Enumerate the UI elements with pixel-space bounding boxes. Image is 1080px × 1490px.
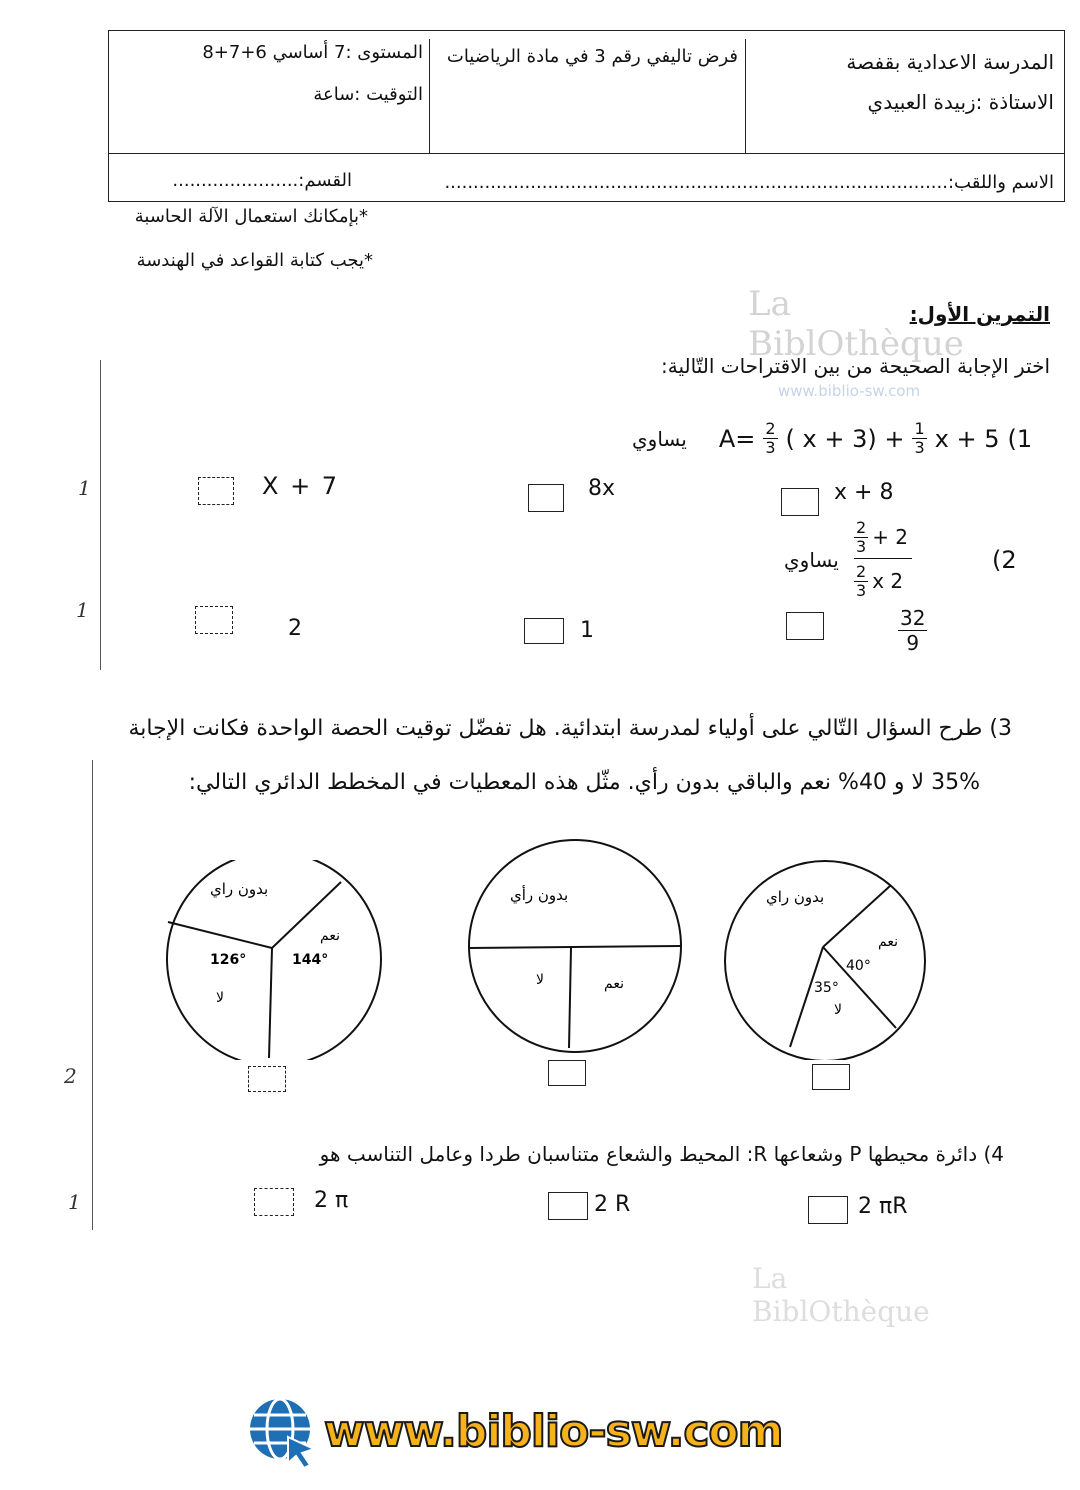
q3-line2: 35% لا و 40% نعم والباقي بدون رأي. مثّل هذه المعطيات في المخطط الدائري التالي: xyxy=(188,770,980,795)
q2-option-b-label: 1 xyxy=(580,618,594,643)
pie1-label-no: لا xyxy=(834,1002,842,1018)
q1-option-b-checkbox[interactable] xyxy=(528,484,564,512)
q1-number: (1 xyxy=(1007,424,1033,453)
exam-title: فرض تاليفي رقم 3 في مادة الرياضيات xyxy=(446,46,738,67)
q1-option-c-label: X + 7 xyxy=(262,472,340,500)
q4-option-a-label: 2 πR xyxy=(858,1194,908,1219)
pie1-label-none: بدون راي xyxy=(766,888,825,906)
q1-suffix: x + 5 xyxy=(934,424,1000,453)
q2-option-a-checkbox[interactable] xyxy=(786,612,824,640)
exercise-title: التمرين الأول: xyxy=(909,302,1050,326)
pie1-angle-yes: 40° xyxy=(846,958,871,974)
name-label: الاسم واللقب: xyxy=(947,172,1054,193)
q1-equals-word: يساوي xyxy=(632,426,687,451)
duration-text: التوقيت :ساعة xyxy=(313,84,423,105)
globe-icon xyxy=(244,1393,320,1469)
q2-option-c-checkbox[interactable] xyxy=(195,606,233,634)
footer-watermark[interactable] xyxy=(244,1396,804,1466)
q3-option-c-checkbox[interactable] xyxy=(248,1066,286,1092)
name-dots: ........................................................................................ xyxy=(444,172,948,193)
q1-middle: ( x + 3) + xyxy=(785,424,905,453)
q4-text: 4) دائرة محيطها P وشعاعها R: المحيط والشعاع متناسبان طردا وعامل التناسب هو xyxy=(319,1142,1004,1166)
pie1-angle-no: 35° xyxy=(814,980,839,996)
pie3-angle-yes: 144° xyxy=(292,952,329,968)
q3-mark: 2 xyxy=(64,1064,77,1088)
q1-option-a-checkbox[interactable] xyxy=(781,488,819,516)
q2-compound-fraction xyxy=(854,516,914,604)
q1-option-b-label: 8x xyxy=(588,476,616,501)
q4-option-b-checkbox[interactable] xyxy=(548,1192,588,1220)
q2-bottom-rest: x 2 xyxy=(872,569,904,593)
margin-line xyxy=(100,360,101,670)
q4-option-c-checkbox[interactable] xyxy=(254,1188,294,1216)
pie-chart-3 xyxy=(162,860,386,1060)
q2-bottom-frac: $\frac{2}{3}$ xyxy=(856,561,867,600)
q1-frac2: $\frac{1}{3}$ xyxy=(914,419,925,457)
q1-expr-prefix: A= xyxy=(718,424,756,453)
q2-option-a-label: $\frac{32}{9}$ xyxy=(900,606,926,655)
q4-option-a-checkbox[interactable] xyxy=(808,1196,848,1224)
class-dots: ...................... xyxy=(172,170,299,191)
q2-top-rest: + 2 xyxy=(872,525,909,549)
pie2-label-no: لا xyxy=(536,972,544,988)
pie2-label-none: بدون رأي xyxy=(510,886,569,904)
q4-option-c-label: 2 π xyxy=(314,1188,349,1213)
q4-mark: 1 xyxy=(68,1190,81,1214)
footer-url: www.biblio-sw.com xyxy=(324,1405,783,1457)
pie-chart-2 xyxy=(464,838,684,1058)
q4-option-b-label: 2 R xyxy=(594,1192,631,1217)
pie1-label-yes: نعم xyxy=(878,934,898,950)
pie3-label-yes: نعم xyxy=(320,928,340,944)
q2-equals-word: يساوي xyxy=(784,548,839,572)
q2-option-b-checkbox[interactable] xyxy=(524,618,564,644)
exercise-instruction: اختر الإجابة الصحيحة من بين الاقتراحات التّالية: xyxy=(661,354,1050,378)
watermark-logo: La BiblOthèque www.biblio-sw.com xyxy=(748,284,964,400)
name-field[interactable] xyxy=(444,172,1054,193)
margin-line-2 xyxy=(92,760,93,1230)
q3-option-a-checkbox[interactable] xyxy=(812,1064,850,1090)
q2-top-frac: $\frac{2}{3}$ xyxy=(856,517,867,556)
pie3-angle-no: 126° xyxy=(210,952,247,968)
pie2-label-yes: نعم xyxy=(604,976,624,992)
class-label: القسم: xyxy=(298,170,352,191)
q1-option-a-label: x + 8 xyxy=(834,480,894,505)
q2-mark: 1 xyxy=(76,598,89,622)
pie3-label-no: لا xyxy=(216,990,224,1006)
q1-frac1: $\frac{2}{3}$ xyxy=(765,419,776,457)
q2-option-c-label: 2 xyxy=(288,616,302,641)
watermark-logo-lower: La BiblOthèque xyxy=(752,1262,930,1328)
q1-option-c-checkbox[interactable] xyxy=(198,477,234,505)
pie3-label-none: بدون راي xyxy=(210,880,269,898)
q1-expression xyxy=(632,420,1032,457)
school-name: المدرسة الاعدادية بقفصة xyxy=(846,50,1054,74)
note-calculator: *بإمكانك استعمال الآلة الحاسبة xyxy=(134,206,368,227)
teacher-name: الاستاذة :زبيدة العبيدي xyxy=(867,90,1054,114)
q3-line1: 3) طرح السؤال التّالي على أولياء لمدرسة ابتدائية. هل تفضّل توقيت الحصة الواحدة فكانت الإجابة xyxy=(128,716,1012,741)
q2-number: (2 xyxy=(992,546,1017,574)
note-rules: *يجب كتابة القواعد في الهندسة xyxy=(136,250,373,271)
q3-option-b-checkbox[interactable] xyxy=(548,1060,586,1086)
pie-chart-1 xyxy=(718,860,938,1060)
watermark-url-small: www.biblio-sw.com xyxy=(778,382,921,400)
q1-mark: 1 xyxy=(78,476,91,500)
class-field[interactable] xyxy=(172,170,352,191)
level-text: المستوى :7 أساسي 6+7+8 xyxy=(202,42,423,63)
